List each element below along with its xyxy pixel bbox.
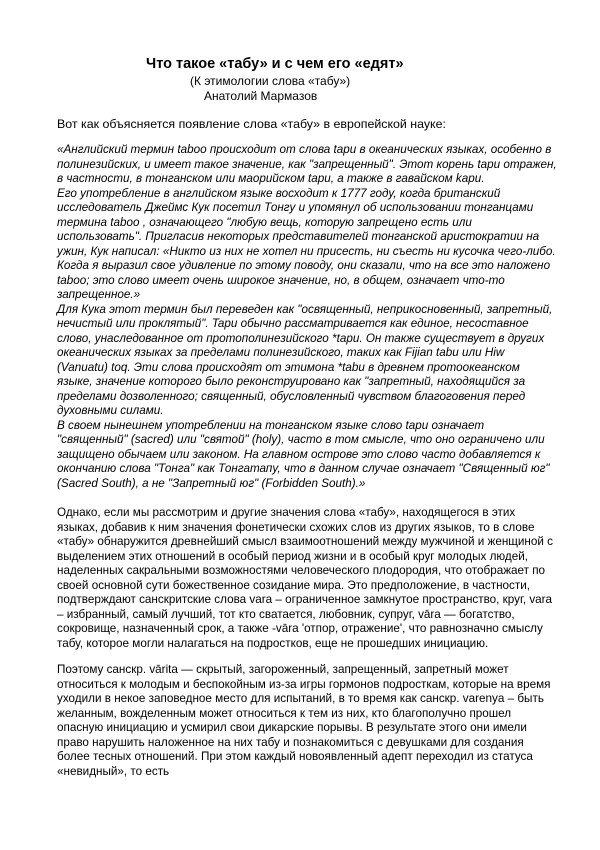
quoted-passage (57, 143, 557, 491)
quote-paragraph: Для Кука этот термин был переведен как "освященный, неприкосновенный, запретный, нечистый или проклятый". Tapu обычно рассматривается как единое, несоставное слово, унаследованное от протополинезийского *tapu. Он также существует в других океанических языках за пределами полинезийского, таких как Fijian tabu или Hiw (Vanuatu) toq. Эти слова происходят от этимона *tabu в древнем протоокеанском языке, значение которого было реконструировано как "запретный, находящийся за пределами дозволенного; священный, обусловленный чувством благоговения перед духовными силами. (57, 302, 553, 417)
quote-paragraph: Его употребление в английском языке восходит к 1777 году, когда британский исследователь Джеймс Кук посетил Тонгу и упомянул об использовании тонганцами термина taboo , означающего "любую вещь, которую запрещено есть или использовать". Пригласив некоторых представителей тонганской аристократии на ужин, Кук написал: «Никто из них не хотел ни присесть, ни съесть ни кусочка чего-либо. Когда я выразил свое удивление по этому поводу, они сказали, что на все это наложено taboo; это слово имеет очень широкое значение, но, в общем, означает что-то запрещенное.» (57, 186, 556, 301)
article-author: Анатолий Мармазов (204, 89, 318, 103)
quote-paragraph: «Английский термин taboo происходит от слова tapu в океанических языках, особенно в полинезийских, и имеет такое значение, как "запрещенный". Этот корень tapu отражен, в частности, в тонганском или маорийском tapu, а также в гавайском kapu. (57, 143, 557, 185)
quote-paragraph: В своем нынешнем употреблении на тонганском языке слово tapu означает "священный" (sacred) или "святой" (holy), часто в том смысле, что оно ограничено или защищено обычаем или законом. На главном острове это слово часто добавляется к окончанию слова "Тонга" как Тонгатапу, что в данном случае означает "Священный юг" (Sacred South), а не "Запретный юг" (Forbidden South).» (57, 418, 550, 490)
body-paragraph: Однако, если мы рассмотрим и другие значения слова «табу», находящегося в этих языках, добавив к ним значения фонетически схожих слов из других языков, то в слове «табу» обнаружится древнейший смысл взаимоотношений между мужчиной и женщиной с выделением этих отношений в особый период жизни и в особый круг молодых людей, наделенных сакральными возможностями человеческого плодородия, что отображает по своей основной сути божественное созидание мира. Это предположение, в частности, подтверждают санскритские слова vara – ограниченное замкнутое пространство, круг, vara – избранный, самый лучший, тот кто сватается, любовник, супруг, vāra — богатство, сокровище, назначенный срок, а также -vāra 'отпор, отражение', что равнозначно смыслу табу, которое могли налагаться на подростков, еще не прошедших инициацию. (57, 506, 554, 650)
body-text (57, 506, 557, 779)
body-paragraph: Поэтому санскр. vārita — скрытый, загороженный, запрещенный, запретный может относиться к молодым и беспокойным из-за игры гормонов подросткам, которые на время уходили в некое заповедное место для испытаний, в то время как санскр. varenya – быть желанным, вожделенным может относиться к тем из них, кто благополучно прошел опасную инициацию и усмирил свои дикарские порывы. В результате этого они имели право нарушить наложенное на них табу и познакомиться с девушками для создания более тесных отношений. При этом каждый новоявленный адепт переходил из статуса «невидный», то есть (57, 663, 551, 778)
intro-paragraph: Вот как объясняется появление слова «табу» в европейской науке: (57, 117, 446, 131)
article-subtitle: (К этимологии слова «табу») (190, 74, 351, 88)
article-title: Что такое «табу» и с чем его «едят» (146, 56, 404, 72)
